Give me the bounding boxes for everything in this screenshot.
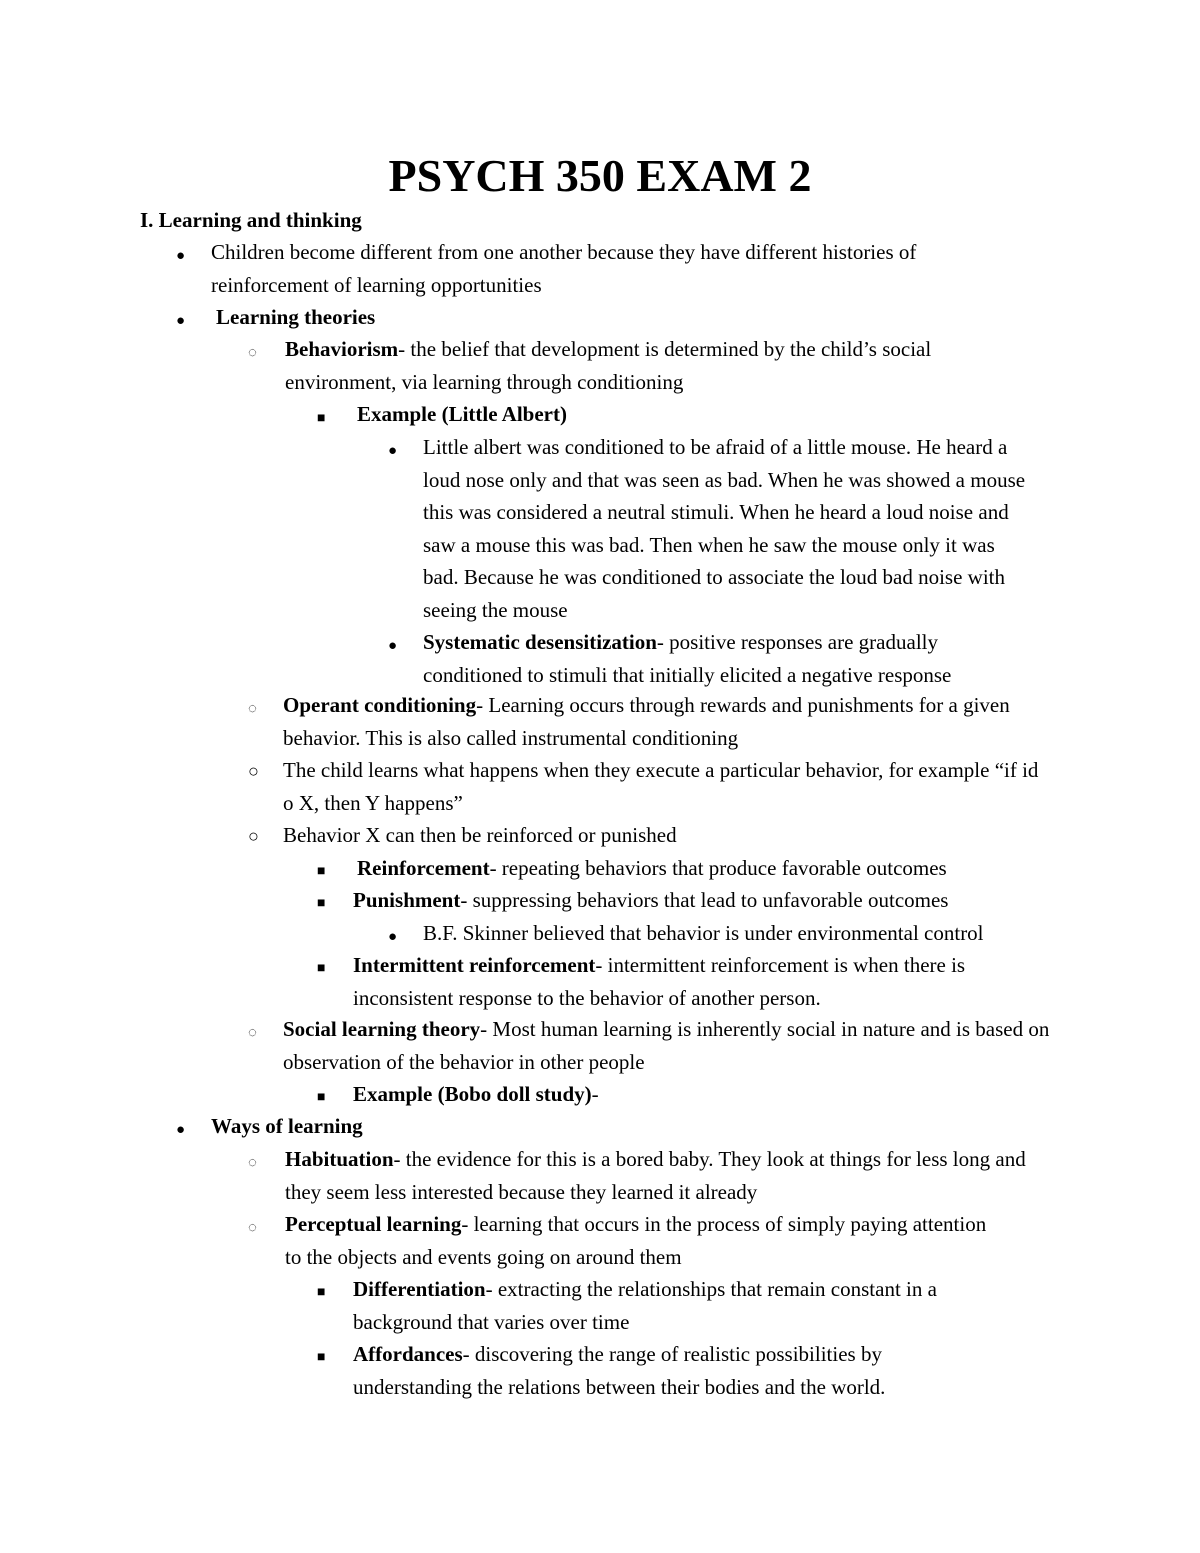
item-bold-label: Ways of learning <box>211 1114 363 1138</box>
item-bold-label: Example (Bobo doll study) <box>353 1082 592 1106</box>
item-text: Children become different from one another because they have different histories of reinforcement of learning opportunities <box>211 240 917 297</box>
item-bold-label: Differentiation <box>353 1277 486 1301</box>
list-item-intermittent <box>353 949 1053 1014</box>
item-text: Behavior X can then be reinforced or punished <box>283 823 677 847</box>
list-item-perceptual <box>285 1208 1005 1273</box>
list-item-reinforcement <box>357 852 1057 885</box>
item-bold-label: Punishment <box>353 888 461 912</box>
item-text: B.F. Skinner believed that behavior is under environmental control <box>423 921 984 945</box>
dotted-ring-bullet-icon: ◌ <box>248 345 257 361</box>
dotted-ring-bullet-icon: ◌ <box>248 1155 257 1171</box>
item-text: - <box>591 1082 599 1106</box>
dotted-ring-bullet-icon: ◌ <box>248 701 257 717</box>
list-item-learning-theories <box>216 301 1016 334</box>
list-item-child-learns <box>283 754 1043 819</box>
item-text: - Learning occurs through rewards and punishments for a given behavior. This is also called instrumental conditioning <box>283 693 1010 750</box>
item-bold-label: Systematic desensitization <box>423 630 657 654</box>
list-item-punishment <box>353 884 1053 917</box>
list-item-differentiation <box>353 1273 1028 1338</box>
item-bold-label: Learning theories <box>216 305 376 329</box>
item-text: - repeating behaviors that produce favorable outcomes <box>489 856 947 880</box>
item-bold-label: Intermittent reinforcement <box>353 953 596 977</box>
dotted-ring-bullet-icon: ◌ <box>248 1025 257 1041</box>
square-bullet-icon: ■ <box>317 896 326 911</box>
list-item-little-albert-example <box>357 398 957 431</box>
item-bold-label: Behaviorism <box>285 337 399 361</box>
item-bold-label: Reinforcement <box>357 856 490 880</box>
item-text: Little albert was conditioned to be afraid of a little mouse. He heard a loud nose only and that was seen as bad. When he was showed a mouse this was considered a neutral stimuli. When he heard a loud noise and saw a mouse this was bad. Then when he saw the mouse only it was bad. Because he was conditioned to associate the loud bad noise with seeing the mouse <box>423 435 1026 622</box>
list-item-skinner <box>423 917 1123 950</box>
square-bullet-icon: ■ <box>317 1350 326 1365</box>
item-text: The child learns what happens when they execute a particular behavior, for example “if id o X, then Y happens” <box>283 758 1039 815</box>
dotted-ring-bullet-icon: ◌ <box>248 1220 257 1236</box>
item-bold-label: Social learning theory <box>283 1017 481 1041</box>
item-text: - discovering the range of realistic possibilities by understanding the relations between their bodies and the world. <box>353 1342 886 1399</box>
item-text: - the evidence for this is a bored baby. They look at things for less long and they seem less interested because they learned it already <box>285 1147 1026 1204</box>
item-bold-label: Example (Little Albert) <box>357 402 567 426</box>
item-bold-label: Affordances <box>353 1342 463 1366</box>
list-item-affordances <box>353 1338 993 1403</box>
item-bold-label: Perceptual learning <box>285 1212 462 1236</box>
disc-bullet-icon: ● <box>388 929 398 945</box>
list-item-systematic <box>423 626 1035 691</box>
item-text: - extracting the relationships that remain constant in a background that varies over time <box>353 1277 937 1334</box>
ring-bullet-icon: ○ <box>248 761 259 781</box>
list-item-operant <box>283 689 1058 754</box>
list-item-behavior-x <box>283 819 1043 852</box>
list-item-social-learning <box>283 1013 1063 1078</box>
page-title: PSYCH 350 EXAM 2 <box>388 150 812 201</box>
square-bullet-icon: ■ <box>317 864 326 879</box>
item-text: - positive responses are gradually conditioned to stimuli that initially elicited a negative response <box>423 630 952 687</box>
item-bold-label: Habituation <box>285 1147 394 1171</box>
disc-bullet-icon: ● <box>388 443 398 459</box>
section-heading: I. Learning and thinking <box>140 208 362 232</box>
square-bullet-icon: ■ <box>317 961 326 976</box>
list-item-habituation <box>285 1143 1045 1208</box>
list-item-children <box>211 236 1031 301</box>
list-item-behaviorism <box>285 333 1045 398</box>
disc-bullet-icon: ● <box>388 638 398 654</box>
disc-bullet-icon: ● <box>176 313 186 329</box>
item-bold-label: Operant conditioning <box>283 693 477 717</box>
square-bullet-icon: ■ <box>317 1285 326 1300</box>
square-bullet-icon: ■ <box>317 1090 326 1105</box>
disc-bullet-icon: ● <box>176 1122 186 1138</box>
item-text: - the belief that development is determined by the child’s social environment, via learning through conditioning <box>285 337 932 394</box>
square-bullet-icon: ■ <box>317 411 326 426</box>
item-text: - learning that occurs in the process of simply paying attention to the objects and events going on around them <box>285 1212 987 1269</box>
list-item-little-albert-text <box>423 431 1035 627</box>
item-text: - Most human learning is inherently social in nature and is based on observation of the behavior in other people <box>283 1017 1050 1074</box>
disc-bullet-icon: ● <box>176 248 186 264</box>
item-text: - intermittent reinforcement is when there is inconsistent response to the behavior of another person. <box>353 953 966 1010</box>
list-item-bobo <box>353 1078 1053 1111</box>
item-text: - suppressing behaviors that lead to unfavorable outcomes <box>460 888 949 912</box>
list-item-ways-of-learning <box>211 1110 1011 1143</box>
ring-bullet-icon: ○ <box>248 826 259 846</box>
